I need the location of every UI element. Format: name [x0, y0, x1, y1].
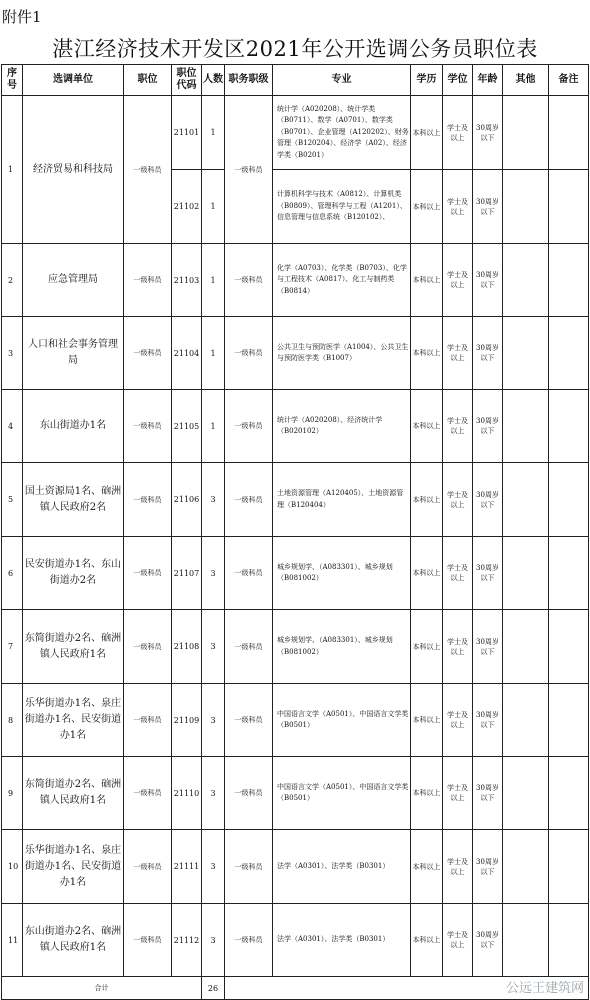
- row-position: 一级科员: [124, 244, 172, 317]
- row-unit: 东山街道办2名、硇洲镇人民政府1名: [23, 904, 124, 977]
- total-count: 26: [202, 977, 225, 1000]
- table-row: [2, 757, 589, 830]
- row-education: 本科以上: [411, 463, 443, 537]
- page-title: 湛江经济技术开发区2021年公开选调公务员职位表: [52, 37, 538, 61]
- table-row: [2, 317, 589, 390]
- row-position: 一级科员: [124, 390, 172, 463]
- row-grade: 一级科员: [225, 463, 273, 537]
- row-major: 统计学（A020208）、统计学类（B0711）、数学（A0701）、数学类（B0701）、企业管理（A120202）、财务管理（B120204）、经济学（A02）、经济学类（B0201）: [273, 96, 411, 170]
- row-grade: 一级科员: [225, 684, 273, 757]
- row-count: 1: [202, 317, 225, 390]
- row-code: 21108: [172, 610, 202, 684]
- row-major: 土地资源管理（A120405）、土地资源管理（B120404）: [273, 463, 411, 537]
- row-code: 21106: [172, 463, 202, 537]
- row-education: 本科以上: [411, 244, 443, 317]
- table-row: [2, 537, 589, 610]
- row-code: 21101: [172, 96, 202, 170]
- row-major: 中国语言文学（A0501）、中国语言文学类（B0501）: [273, 684, 411, 757]
- row-count: 3: [202, 830, 225, 904]
- row-grade: 一级科员: [225, 317, 273, 390]
- row-other: [503, 757, 549, 830]
- row-seq: 3: [2, 317, 23, 390]
- row-code: 21104: [172, 317, 202, 390]
- row-code: 21111: [172, 830, 202, 904]
- row-code: 21109: [172, 684, 202, 757]
- row-major: 公共卫生与预防医学（A1004）、公共卫生与预防医学类（B1007）: [273, 317, 411, 390]
- row-education: 本科以上: [411, 830, 443, 904]
- row-position: 一级科员: [124, 317, 172, 390]
- row-seq: 2: [2, 244, 23, 317]
- row-age: 30周岁以下: [473, 757, 503, 830]
- row-remark: [549, 537, 589, 610]
- row-position: 一级科员: [124, 96, 172, 244]
- row-count: 3: [202, 537, 225, 610]
- table-row: [2, 244, 589, 317]
- row-seq: 8: [2, 684, 23, 757]
- row-degree: 学士及以上: [443, 537, 473, 610]
- total-row: [2, 977, 589, 1000]
- row-other: [503, 96, 549, 170]
- row-remark: [549, 830, 589, 904]
- row-degree: 学士及以上: [443, 830, 473, 904]
- watermark: 公远王建筑网: [505, 981, 584, 996]
- row-code: 21102: [172, 170, 202, 244]
- row-unit: 东简街道办2名、硇洲镇人民政府1名: [23, 757, 124, 830]
- row-code: 21105: [172, 390, 202, 463]
- row-education: 本科以上: [411, 317, 443, 390]
- header-grade: 职务职级: [225, 65, 273, 96]
- header-degree: 学位: [443, 65, 473, 96]
- row-degree: 学士及以上: [443, 904, 473, 977]
- row-degree: 学士及以上: [443, 610, 473, 684]
- row-major: 法学（A0301）、法学类（B0301）: [273, 830, 411, 904]
- row-other: [503, 390, 549, 463]
- row-degree: 学士及以上: [443, 757, 473, 830]
- table-row: [2, 610, 589, 684]
- row-unit: 民安街道办1名、东山街道办2名: [23, 537, 124, 610]
- row-count: 1: [202, 244, 225, 317]
- row-grade: 一级科员: [225, 390, 273, 463]
- row-remark: [549, 757, 589, 830]
- row-other: [503, 170, 549, 244]
- row-remark: [549, 684, 589, 757]
- row-education: 本科以上: [411, 610, 443, 684]
- table-row: [2, 96, 589, 170]
- row-unit: 人口和社会事务管理局: [23, 317, 124, 390]
- row-remark: [549, 317, 589, 390]
- header-education: 学历: [411, 65, 443, 96]
- row-seq: 9: [2, 757, 23, 830]
- row-age: 30周岁以下: [473, 537, 503, 610]
- row-age: 30周岁以下: [473, 684, 503, 757]
- row-position: 一级科员: [124, 610, 172, 684]
- row-position: 一级科员: [124, 830, 172, 904]
- row-age: 30周岁以下: [473, 317, 503, 390]
- row-count: 3: [202, 757, 225, 830]
- header-code: 职位代码: [172, 65, 202, 96]
- row-remark: [549, 96, 589, 170]
- row-remark: [549, 170, 589, 244]
- header-other: 其他: [503, 65, 549, 96]
- row-age: 30周岁以下: [473, 96, 503, 170]
- row-grade: 一级科员: [225, 904, 273, 977]
- row-age: 30周岁以下: [473, 610, 503, 684]
- row-seq: 5: [2, 463, 23, 537]
- row-age: 30周岁以下: [473, 390, 503, 463]
- row-other: [503, 684, 549, 757]
- row-code: 21103: [172, 244, 202, 317]
- row-count: 3: [202, 610, 225, 684]
- row-seq: 1: [2, 96, 23, 244]
- row-degree: 学士及以上: [443, 463, 473, 537]
- row-major: 城乡规划学、（A083301）、城乡规划（B081002）: [273, 610, 411, 684]
- row-remark: [549, 244, 589, 317]
- row-other: [503, 904, 549, 977]
- row-other: [503, 830, 549, 904]
- table-row: [2, 684, 589, 757]
- table-row: [2, 463, 589, 537]
- row-unit: 乐华街道办1名、泉庄街道办1名、民安街道办1名: [23, 684, 124, 757]
- row-major: 法学（A0301）、法学类（B0301）: [273, 904, 411, 977]
- row-seq: 6: [2, 537, 23, 610]
- row-seq: 7: [2, 610, 23, 684]
- row-unit: 经济贸易和科技局: [23, 96, 124, 244]
- row-seq: 11: [2, 904, 23, 977]
- row-position: 一级科员: [124, 904, 172, 977]
- row-major: 中国语言文学（A0501）、中国语言文学类（B0501）: [273, 757, 411, 830]
- table-row: [2, 904, 589, 977]
- row-unit: 东简街道办2名、硇洲镇人民政府1名: [23, 610, 124, 684]
- row-remark: [549, 610, 589, 684]
- row-code: 21110: [172, 757, 202, 830]
- header-count: 人数: [202, 65, 225, 96]
- row-position: 一级科员: [124, 463, 172, 537]
- row-unit: 应急管理局: [23, 244, 124, 317]
- row-code: 21112: [172, 904, 202, 977]
- header-remark: 备注: [549, 65, 589, 96]
- row-education: 本科以上: [411, 390, 443, 463]
- row-count: 1: [202, 390, 225, 463]
- annex-label: 附件1: [2, 8, 42, 26]
- row-other: [503, 317, 549, 390]
- position-table: [1, 64, 589, 1000]
- header-major: 专业: [273, 65, 411, 96]
- row-education: 本科以上: [411, 96, 443, 170]
- row-degree: 学士及以上: [443, 317, 473, 390]
- row-count: 1: [202, 170, 225, 244]
- row-unit: 东山街道办1名: [23, 390, 124, 463]
- total-label: 合计: [2, 977, 202, 1000]
- row-other: [503, 244, 549, 317]
- row-code: 21107: [172, 537, 202, 610]
- row-grade: 一级科员: [225, 610, 273, 684]
- row-education: 本科以上: [411, 684, 443, 757]
- row-other: [503, 610, 549, 684]
- header-age: 年龄: [473, 65, 503, 96]
- header-unit: 选调单位: [23, 65, 124, 96]
- row-major: 计算机科学与技术（A0812）、计算机类（B0809）、管理科学与工程（A1201）、信息管理与信息系统（B120102）、: [273, 170, 411, 244]
- header-seq: 序号: [2, 65, 23, 96]
- row-count: 1: [202, 96, 225, 170]
- row-major: 统计学（A020208）、经济统计学（B020102）: [273, 390, 411, 463]
- row-grade: 一级科员: [225, 830, 273, 904]
- row-count: 3: [202, 684, 225, 757]
- row-count: 3: [202, 463, 225, 537]
- row-age: 30周岁以下: [473, 244, 503, 317]
- row-age: 30周岁以下: [473, 904, 503, 977]
- row-age: 30周岁以下: [473, 830, 503, 904]
- table-header-row: [2, 65, 589, 96]
- row-position: 一级科员: [124, 757, 172, 830]
- row-education: 本科以上: [411, 757, 443, 830]
- row-education: 本科以上: [411, 904, 443, 977]
- row-seq: 4: [2, 390, 23, 463]
- header-position: 职位: [124, 65, 172, 96]
- row-unit: 乐华街道办1名、泉庄街道办1名、民安街道办1名: [23, 830, 124, 904]
- row-major: 化学（A0703）、化学类（B0703）、化学与工程技术（A0817）、化工与制药类（B0814）: [273, 244, 411, 317]
- row-grade: 一级科员: [225, 96, 273, 244]
- row-remark: [549, 463, 589, 537]
- row-age: 30周岁以下: [473, 170, 503, 244]
- row-age: 30周岁以下: [473, 463, 503, 537]
- row-grade: 一级科员: [225, 757, 273, 830]
- row-remark: [549, 904, 589, 977]
- row-grade: 一级科员: [225, 244, 273, 317]
- table-row: [2, 390, 589, 463]
- row-education: 本科以上: [411, 170, 443, 244]
- table-row: [2, 830, 589, 904]
- row-remark: [549, 390, 589, 463]
- row-degree: 学士及以上: [443, 244, 473, 317]
- row-degree: 学士及以上: [443, 684, 473, 757]
- row-count: 3: [202, 904, 225, 977]
- row-unit: 国土资源局1名、硇洲镇人民政府2名: [23, 463, 124, 537]
- row-degree: 学士及以上: [443, 390, 473, 463]
- row-degree: 学士及以上: [443, 96, 473, 170]
- row-major: 城乡规划学、（A083301）、城乡规划（B081002）: [273, 537, 411, 610]
- row-grade: 一级科员: [225, 537, 273, 610]
- row-seq: 10: [2, 830, 23, 904]
- row-position: 一级科员: [124, 537, 172, 610]
- row-other: [503, 537, 549, 610]
- row-degree: 学士及以上: [443, 170, 473, 244]
- row-other: [503, 463, 549, 537]
- row-position: 一级科员: [124, 684, 172, 757]
- row-education: 本科以上: [411, 537, 443, 610]
